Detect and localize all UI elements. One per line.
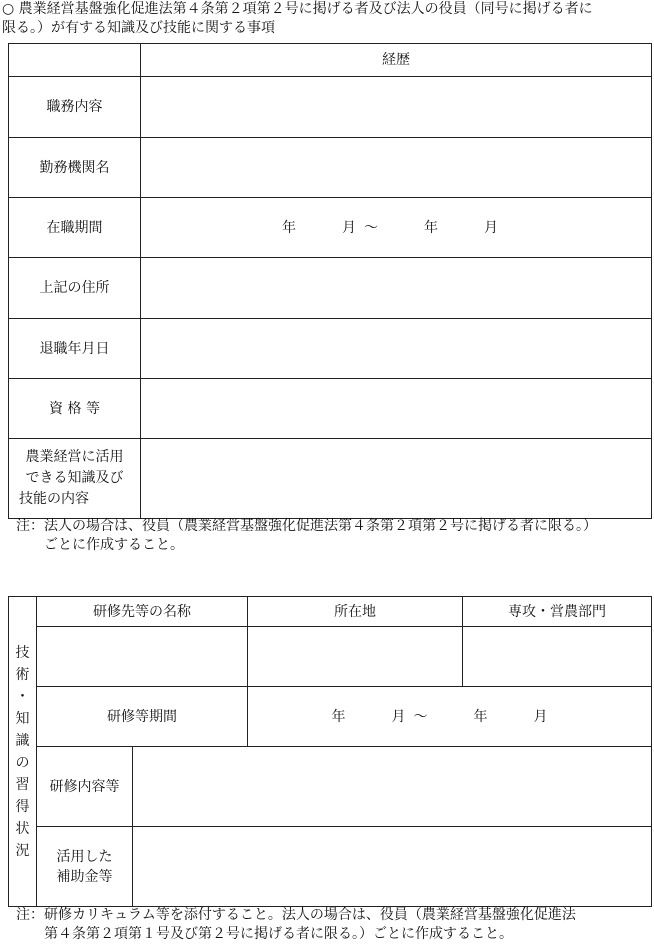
row-label-employer: 勤務機関名	[9, 138, 141, 198]
training-period-month-end: 月	[533, 708, 548, 725]
skills-label-line-1: 農業経営に活用	[25, 449, 124, 465]
side-char: 術	[15, 666, 30, 683]
subsidy-label	[37, 827, 133, 907]
period-year-start: 年	[282, 219, 296, 236]
skills-label-line-3: 技能の内容	[19, 491, 89, 507]
location-field[interactable]	[248, 627, 463, 687]
duties-field[interactable]	[141, 77, 652, 138]
skills-label-line-2: できる知識及び	[25, 470, 124, 486]
training-period-year-start: 年	[331, 708, 346, 725]
period-year-end: 年	[424, 219, 438, 236]
heading-line-1: ○ 農業経営基盤強化促進法第４条第２項第２号に掲げる者及び法人の役員（同号に掲げる者に	[2, 1, 593, 17]
career-blank-corner	[9, 44, 141, 77]
row-label-qualifications: 資 格 等	[9, 379, 141, 439]
training-period-tilde: ～	[413, 708, 428, 725]
address-field[interactable]	[141, 258, 652, 319]
training-note	[16, 906, 576, 944]
career-table	[8, 43, 652, 519]
training-note-line-1: 注：研修カリキュラム等を添付すること。法人の場合は、役員（農業経営基盤強化促進法	[16, 907, 576, 923]
side-char: 知	[15, 710, 30, 727]
side-char: 習	[15, 776, 30, 793]
subsidy-label-line-2: 補助金等	[56, 868, 113, 885]
side-char: 識	[15, 732, 30, 749]
row-label-address: 上記の住所	[9, 258, 141, 319]
training-period-year-end: 年	[473, 708, 488, 725]
side-char: 技	[15, 644, 30, 661]
header-specialty: 専攻・営農部門	[463, 597, 652, 627]
row-label-skills	[9, 439, 141, 519]
training-side-label	[9, 597, 37, 907]
training-name-field[interactable]	[37, 627, 248, 687]
retirement-date-field[interactable]	[141, 319, 652, 379]
side-char: ・	[15, 688, 30, 705]
period-month-end: 月	[484, 219, 498, 236]
side-char: の	[15, 754, 30, 771]
training-period-month-start: 月	[391, 708, 406, 725]
training-period-field[interactable]	[248, 687, 652, 747]
section-heading	[2, 0, 652, 38]
career-note	[16, 517, 597, 555]
career-note-line-1: 注：法人の場合は、役員（農業経営基盤強化促進法第４条第２項第２号に掲げる者に限る。）	[16, 518, 597, 534]
side-char: 得	[15, 798, 30, 815]
side-char: 状	[15, 820, 30, 837]
content-field[interactable]	[133, 747, 652, 827]
heading-line-2: 限る。）が有する知識及び技能に関する事項	[2, 20, 275, 36]
skills-field[interactable]	[141, 439, 652, 519]
header-location: 所在地	[248, 597, 463, 627]
side-char: 況	[15, 842, 30, 859]
content-label: 研修内容等	[37, 747, 133, 827]
employer-field[interactable]	[141, 138, 652, 198]
subsidy-label-line-1: 活用した	[56, 848, 113, 865]
period-month-start: 月	[342, 219, 356, 236]
header-training-name: 研修先等の名称	[37, 597, 248, 627]
row-label-duties: 職務内容	[9, 77, 141, 138]
career-period-field[interactable]	[141, 198, 652, 258]
row-label-retirement-date: 退職年月日	[9, 319, 141, 379]
training-note-line-2: 第４条第２項第１号及び第２号に掲げる者に限る。）ごとに作成すること。	[44, 926, 513, 942]
career-column-header: 経歴	[141, 44, 652, 77]
subsidy-field[interactable]	[133, 827, 652, 907]
specialty-field[interactable]	[463, 627, 652, 687]
qualifications-field[interactable]	[141, 379, 652, 439]
row-label-period: 在職期間	[9, 198, 141, 258]
training-table	[8, 596, 652, 907]
training-period-label: 研修等期間	[37, 687, 248, 747]
career-note-line-2: ごとに作成すること。	[44, 537, 184, 553]
period-tilde: ～	[364, 219, 378, 236]
